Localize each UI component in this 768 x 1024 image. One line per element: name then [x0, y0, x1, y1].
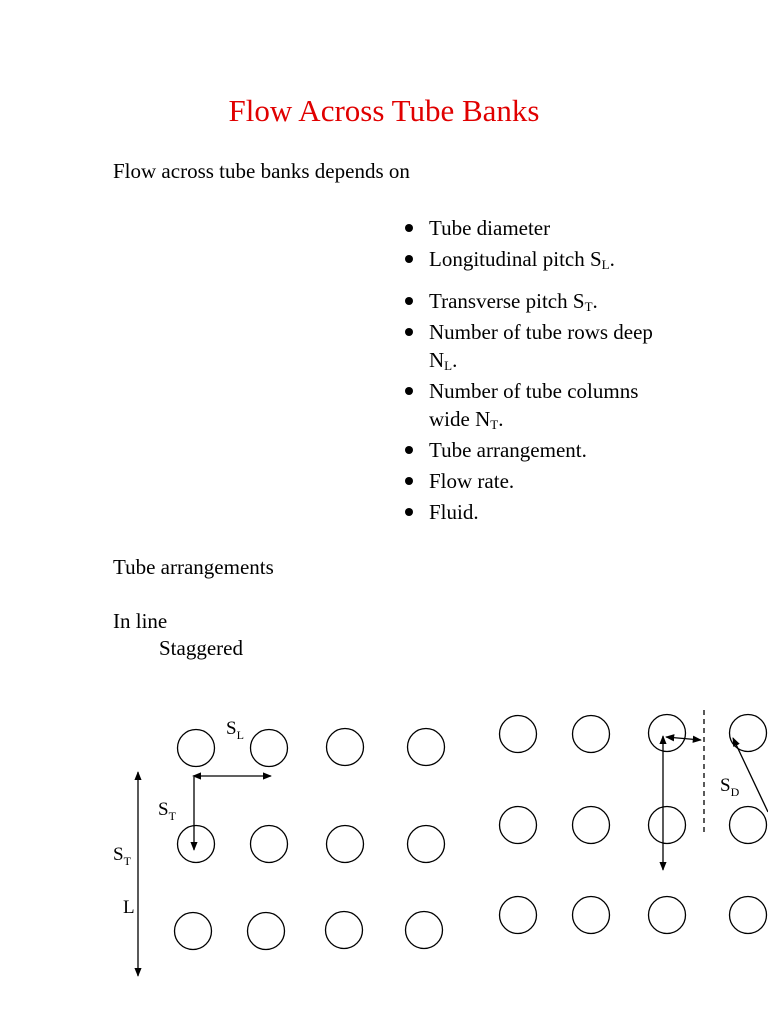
- tube-circle: [408, 729, 445, 766]
- list-item: Flow rate.: [404, 467, 669, 495]
- bullet-icon: [405, 255, 413, 263]
- bullet-icon: [405, 477, 413, 485]
- page-title: Flow Across Tube Banks: [228, 93, 540, 128]
- tube-circle: [408, 826, 445, 863]
- list-item: Transverse pitch $S_T$.: [404, 287, 669, 315]
- tube-circle: [649, 807, 686, 844]
- tube-circle: [730, 807, 767, 844]
- tube-circle: [175, 913, 212, 950]
- tube-circle: [327, 729, 364, 766]
- tube-circle: [573, 807, 610, 844]
- tube-circle: [406, 912, 443, 949]
- bullet-icon: [405, 446, 413, 454]
- staggered-horizontal-arrow: [666, 737, 701, 740]
- bullet-icon: [405, 224, 413, 232]
- l-label: L: [123, 897, 135, 918]
- tube-circle: [730, 715, 767, 752]
- tube-circle: [178, 826, 215, 863]
- tube-circle: [327, 826, 364, 863]
- tube-circle: [500, 807, 537, 844]
- tube-circle: [730, 897, 767, 934]
- intro-text: Flow across tube banks depends on: [113, 159, 410, 183]
- tube-circle: [649, 715, 686, 752]
- list-item: Tube diameter: [404, 214, 669, 242]
- inline-tube-array: [175, 729, 445, 950]
- tube-circle: [251, 826, 288, 863]
- tube-circle: [573, 716, 610, 753]
- tube-circle: [649, 897, 686, 934]
- list-item: Number of tube rows deep $N_L$.: [404, 318, 669, 374]
- bullet-icon: [405, 387, 413, 395]
- arrangements-heading: Tube arrangements: [113, 555, 274, 579]
- arrangement-inline-label: In line: [113, 609, 168, 633]
- tube-circle: [178, 730, 215, 767]
- tube-circle: [251, 730, 288, 767]
- st-small-label: $S_T$: [158, 799, 176, 823]
- tube-circle: [326, 912, 363, 949]
- tube-circle: [500, 897, 537, 934]
- list-item: Fluid.: [404, 498, 669, 526]
- tube-circle: [500, 716, 537, 753]
- arrangement-staggered-label: Staggered: [159, 636, 243, 660]
- tube-arrangement-diagram: [0, 690, 768, 1024]
- bullet-icon: [405, 508, 413, 516]
- tube-circle: [573, 897, 610, 934]
- bullet-icon: [405, 297, 413, 305]
- tube-circle: [248, 913, 285, 950]
- st-big-label: $S_T$: [113, 844, 131, 868]
- diagram-labels: [113, 718, 740, 918]
- sd-label: $S_D$: [720, 775, 740, 799]
- factor-list: [404, 214, 669, 529]
- sl-label: $S_L$: [226, 718, 244, 742]
- bullet-icon: [405, 328, 413, 336]
- list-item: Tube arrangement.: [404, 436, 669, 464]
- sd-arrow: [733, 738, 768, 812]
- staggered-tube-array: [500, 715, 767, 934]
- list-item: Longitudinal pitch $S_L$.: [404, 245, 669, 273]
- list-item: Number of tube columns wide $N_T$.: [404, 377, 669, 433]
